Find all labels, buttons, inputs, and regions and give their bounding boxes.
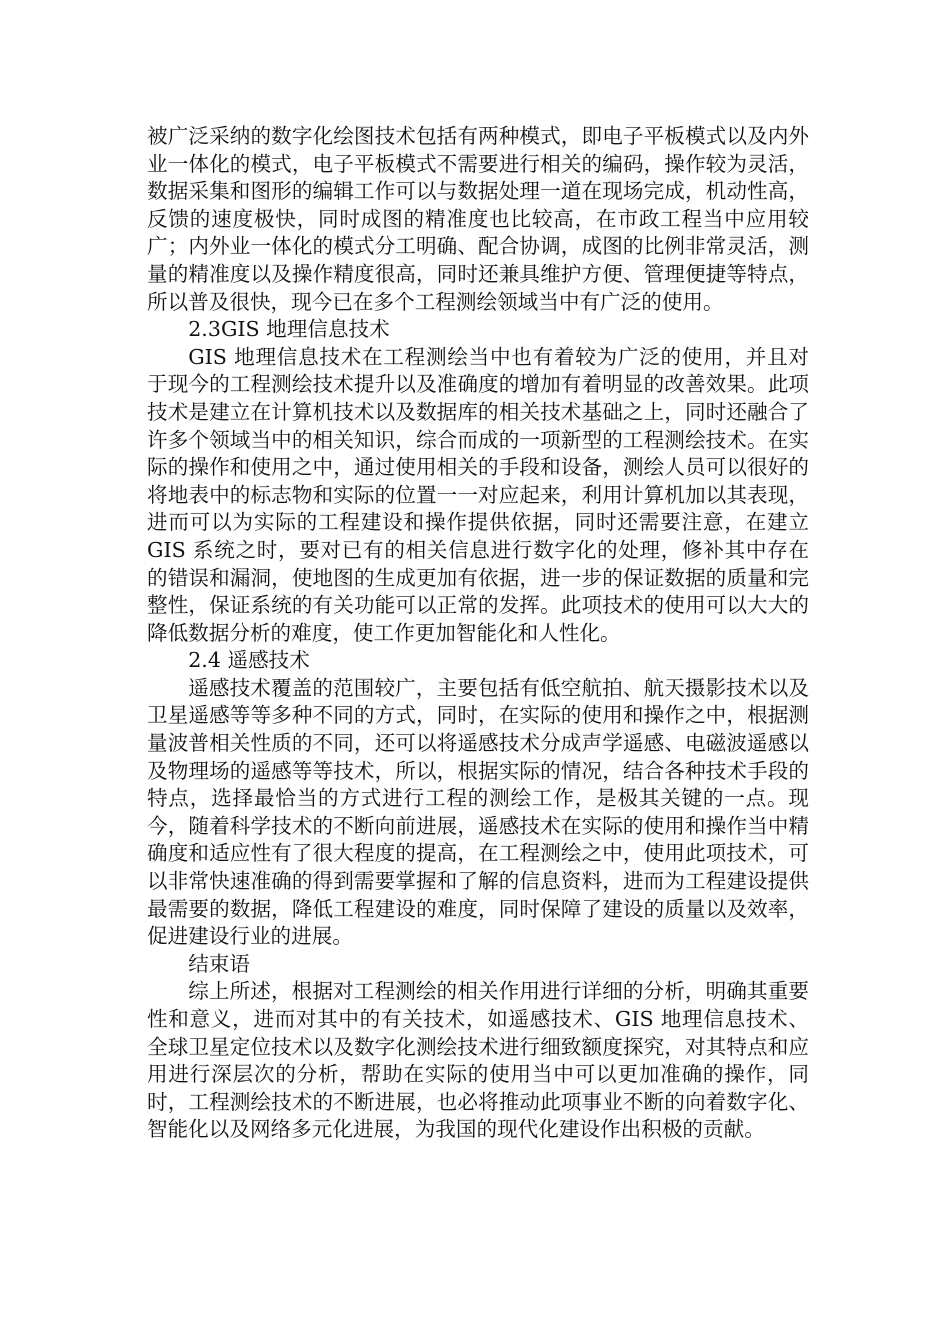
heading-remote-sensing: 2.4 遥感技术 xyxy=(188,648,310,673)
heading-gis: 2.3GIS 地理信息技术 xyxy=(188,317,390,342)
paragraph-remote-sensing: 遥感技术覆盖的范围较广，主要包括有低空航拍、航天摄影技术以及卫星遥感等等多种不同的方式，同时，在实际的使用和操作之中，根据测量波普相关性质的不同，还可以将遥感技术分成声学遥感、电磁波遥感以及物理场的遥感等等技术，所以，根据实际的情况，结合各种技术手段的特点，选择最恰当的方式进行工程的测绘工作，是极其关键的一点。现今，随着科学技术的不断向前进展，遥感技术在实际的使用和操作当中精确度和适应性有了很大程度的提高，在工程测绘之中，使用此项技术，可以非常快速准确的得到需要掌握和了解的信息资料，进而为工程建设提供最需要的数据，降低工程建设的难度，同时保障了建设的质量以及效率，促进建设行业的进展。 xyxy=(147,675,809,949)
paragraph-gis: GIS 地理信息技术在工程测绘当中也有着较为广泛的使用，并且对于现今的工程测绘技术提升以及准确度的增加有着明显的改善效果。此项技术是建立在计算机技术以及数据库的相关技术基础之上，同时还融合了许多个领域当中的相关知识，综合而成的一项新型的工程测绘技术。在实际的操作和使用之中，通过使用相关的手段和设备，测绘人员可以很好的将地表中的标志物和实际的位置一一对应起来，利用计算机加以其表现，进而可以为实际的工程建设和操作提供依据，同时还需要注意，在建立 GIS 系统之时，要对已有的相关信息进行数字化的处理，修补其中存在的错误和漏洞，使地图的生成更加有依据，进一步的保证数据的质量和完整性，保证系统的有关功能可以正常的发挥。此项技术的使用可以大大的降低数据分析的难度，使工作更加智能化和人性化。 xyxy=(147,344,809,645)
paragraph-digital-mapping: 被广泛采纳的数字化绘图技术包括有两种模式，即电子平板模式以及内外业一体化的模式，电子平板模式不需要进行相关的编码，操作较为灵活，数据采集和图形的编辑工作可以与数据处理一道在现场完成，机动性高，反馈的速度极快，同时成图的精准度也比较高，在市政工程当中应用较广；内外业一体化的模式分工明确、配合协调，成图的比例非常灵活，测量的精准度以及操作精度很高，同时还兼具维护方便、管理便捷等特点，所以普及很快，现今已在多个工程测绘领域当中有广泛的使用。 xyxy=(147,124,809,314)
paragraph-conclusion: 综上所述，根据对工程测绘的相关作用进行详细的分析，明确其重要性和意义，进而对其中的有关技术，如遥感技术、GIS 地理信息技术、全球卫星定位技术以及数字化测绘技术进行细致额度探究，对其特点和应用进行深层次的分析，帮助在实际的使用当中可以更加准确的操作，同时，工程测绘技术的不断进展，也必将推动此项事业不断的向着数字化、智能化以及网络多元化进展，为我国的现代化建设作出积极的贡献。 xyxy=(147,979,809,1142)
heading-conclusion: 结束语 xyxy=(188,951,250,976)
document-body xyxy=(147,123,809,1144)
